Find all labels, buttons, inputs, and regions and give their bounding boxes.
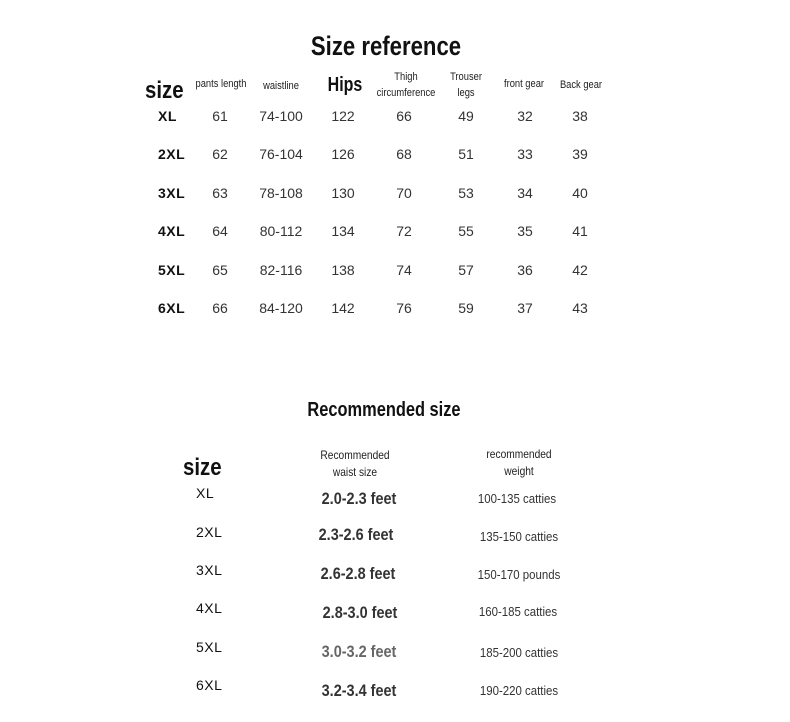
pants-length-cell: 65 xyxy=(212,262,228,278)
weight-cell: 135-150 catties xyxy=(479,529,559,544)
pants-length-cell: 66 xyxy=(212,300,228,316)
row-size-label: 2XL xyxy=(158,146,186,162)
waist-size-cell: 3.0-3.2 feet xyxy=(321,642,397,661)
weight-cell: 150-170 pounds xyxy=(477,567,561,582)
waist-size-cell: 2.0-2.3 feet xyxy=(321,489,397,508)
thigh-header-line1: Thigh xyxy=(394,71,418,83)
pants-length-header: pants length xyxy=(195,78,247,90)
row-size-label: 3XL xyxy=(196,562,223,578)
row-size-label: XL xyxy=(196,485,215,501)
hips-cell: 142 xyxy=(331,300,355,316)
recommended-weight-header xyxy=(477,446,562,480)
waistline-header: waistline xyxy=(263,80,299,92)
waist-header-line1: Recommended xyxy=(320,448,390,462)
front-gear-cell: 33 xyxy=(517,146,533,162)
pants-length-cell: 64 xyxy=(212,223,228,239)
pants-length-cell: 63 xyxy=(212,185,228,201)
waist-size-cell: 3.2-3.4 feet xyxy=(321,681,397,700)
trouser-legs-cell: 57 xyxy=(458,262,474,278)
thigh-cell: 76 xyxy=(396,300,412,316)
back-gear-cell: 41 xyxy=(572,223,588,239)
trouser-legs-cell: 53 xyxy=(458,185,474,201)
thigh-cell: 70 xyxy=(396,185,412,201)
waist-size-cell: 2.6-2.8 feet xyxy=(320,564,396,583)
row-size-label: 3XL xyxy=(158,185,186,201)
thigh-cell: 74 xyxy=(396,262,412,278)
front-gear-cell: 35 xyxy=(517,223,533,239)
size-header: size xyxy=(145,77,184,104)
weight-cell: 190-220 catties xyxy=(479,683,559,698)
front-gear-cell: 34 xyxy=(517,185,533,201)
waistline-cell: 82-116 xyxy=(259,262,303,278)
row-size-label: 4XL xyxy=(158,223,186,239)
hips-cell: 122 xyxy=(331,108,355,124)
recommended-size-title: Recommended size xyxy=(307,399,461,421)
weight-header-line2: weight xyxy=(504,464,534,478)
row-size-label: 5XL xyxy=(196,639,223,655)
front-gear-cell: 32 xyxy=(517,108,533,124)
back-gear-cell: 43 xyxy=(572,300,588,316)
row-size-label: 5XL xyxy=(158,262,186,278)
trouser-legs-header xyxy=(436,69,496,101)
trouser-legs-cell: 59 xyxy=(458,300,474,316)
size-reference-title: Size reference xyxy=(310,31,462,61)
recommended-waist-header xyxy=(313,447,398,481)
row-size-label: XL xyxy=(158,108,177,124)
trouser-legs-cell: 55 xyxy=(458,223,474,239)
hips-cell: 138 xyxy=(331,262,355,278)
waist-size-cell: 2.8-3.0 feet xyxy=(322,603,398,622)
front-gear-header: front gear xyxy=(503,78,545,90)
back-gear-cell: 38 xyxy=(572,108,588,124)
trouser-legs-cell: 51 xyxy=(458,146,474,162)
weight-cell: 185-200 catties xyxy=(479,645,559,660)
trouser-header-line2: legs xyxy=(457,87,475,99)
hips-cell: 126 xyxy=(331,146,355,162)
waistline-cell: 80-112 xyxy=(259,223,303,239)
weight-cell: 160-185 catties xyxy=(478,604,558,619)
waist-header-line2: waist size xyxy=(332,465,378,479)
back-gear-header: Back gear xyxy=(559,79,603,91)
hips-cell: 134 xyxy=(331,223,355,239)
back-gear-cell: 42 xyxy=(572,262,588,278)
thigh-cell: 72 xyxy=(396,223,412,239)
thigh-header xyxy=(372,69,440,101)
row-size-label: 6XL xyxy=(158,300,186,316)
hips-cell: 130 xyxy=(331,185,355,201)
thigh-cell: 68 xyxy=(396,146,412,162)
pants-length-cell: 62 xyxy=(212,146,228,162)
row-size-label: 2XL xyxy=(196,524,223,540)
trouser-legs-cell: 49 xyxy=(458,108,474,124)
waistline-cell: 76-104 xyxy=(259,146,303,162)
row-size-label: 6XL xyxy=(196,677,223,693)
waistline-cell: 84-120 xyxy=(259,300,303,316)
waistline-cell: 78-108 xyxy=(259,185,303,201)
thigh-header-line2: circumference xyxy=(376,87,436,99)
weight-cell: 100-135 catties xyxy=(477,491,557,506)
recommended-size-header: size xyxy=(183,454,222,481)
thigh-cell: 66 xyxy=(396,108,412,124)
trouser-header-line1: Trouser xyxy=(450,71,482,83)
waistline-cell: 74-100 xyxy=(259,108,303,124)
hips-header: Hips xyxy=(327,74,363,96)
pants-length-cell: 61 xyxy=(212,108,228,124)
waist-size-cell: 2.3-2.6 feet xyxy=(318,525,394,544)
back-gear-cell: 39 xyxy=(572,146,588,162)
back-gear-cell: 40 xyxy=(572,185,588,201)
front-gear-cell: 36 xyxy=(517,262,533,278)
row-size-label: 4XL xyxy=(196,600,223,616)
front-gear-cell: 37 xyxy=(517,300,533,316)
weight-header-line1: recommended xyxy=(486,447,552,461)
